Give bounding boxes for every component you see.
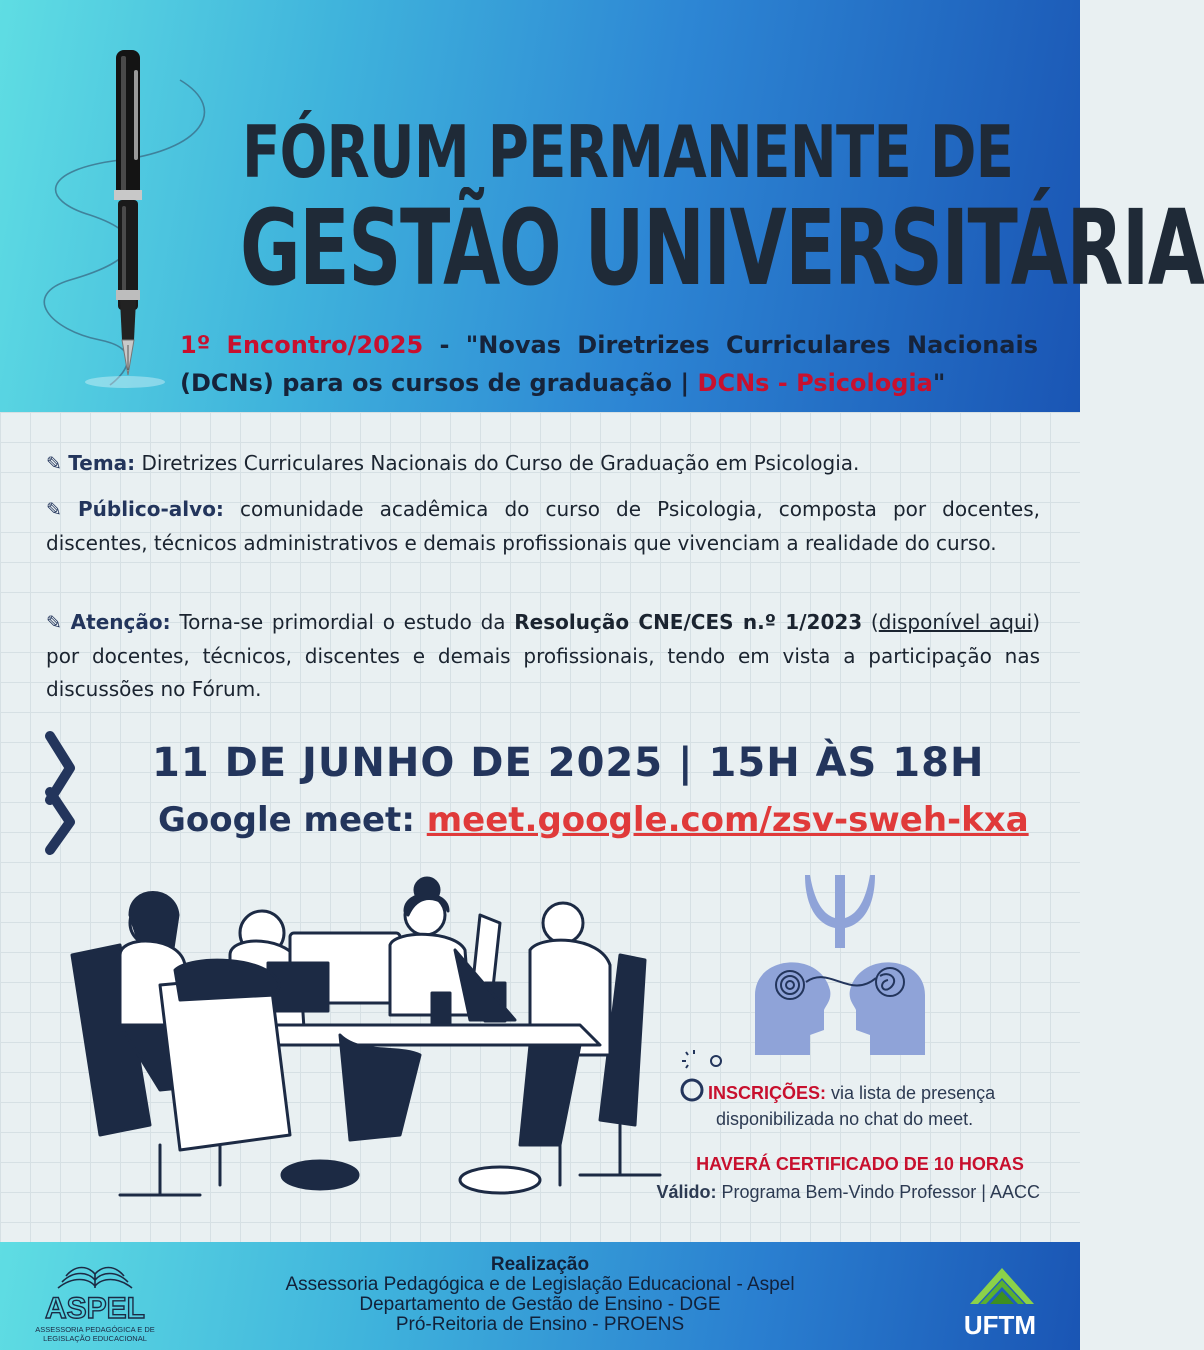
meet-label: Google meet: xyxy=(158,800,427,840)
subtitle-end: " xyxy=(932,369,946,397)
paren-open: ( xyxy=(862,610,879,634)
tema-text: Diretrizes Curriculares Nacionais do Curso de Graduação em Psicologia. xyxy=(135,451,860,475)
tema-paragraph xyxy=(46,447,1040,481)
atencao-paragraph xyxy=(46,606,1040,706)
aspel-logo xyxy=(28,1250,163,1346)
subtitle-text: - "Novas Diretrizes Curriculares Nacionais (DCNs) para os cursos de graduação | xyxy=(180,331,1039,397)
realizacao-block xyxy=(230,1255,850,1335)
realizacao-line: Departamento de Gestão de Ensino - DGE xyxy=(359,1294,721,1315)
registration-text-1: via lista de presença xyxy=(826,1083,996,1103)
registration-line-2: disponibilizada no chat do meet. xyxy=(716,1109,974,1129)
svg-text:ASSESSORIA PEDAGÓGICA E DE: ASSESSORIA PEDAGÓGICA E DE xyxy=(35,1325,155,1334)
pencil-icon: ✎ xyxy=(46,499,62,521)
valid-text: Programa Bem-Vindo Professor | AACC xyxy=(716,1182,1040,1202)
uftm-logo xyxy=(960,1254,1040,1342)
event-subtitle xyxy=(180,326,1038,402)
chevron-icon xyxy=(44,732,78,854)
atencao-text-1: Torna-se primordial o estudo da xyxy=(170,610,515,634)
atencao-text-2: ) por docentes, técnicos, discentes e demais profissionais, tendo em vista a participação nas discussões no Fórum. xyxy=(46,610,1041,701)
tema-label: Tema: xyxy=(68,451,136,475)
valid-label: Válido: xyxy=(656,1182,717,1202)
realizacao-line: Assessoria Pedagógica e de Legislação Educacional - Aspel xyxy=(285,1274,795,1295)
registration-info xyxy=(708,1080,1038,1132)
subtitle-dcn: DCNs - Psicologia xyxy=(697,369,933,397)
certificate-valid xyxy=(640,1178,1040,1206)
psi-icon xyxy=(750,870,930,1060)
svg-text:UFTM: UFTM xyxy=(963,1310,1037,1340)
pencil-icon: ✎ xyxy=(46,453,62,475)
publico-text: comunidade acadêmica do curso de Psicologia, composta por docentes, discentes, técnicos administrativos e demais profissionais que vivenciam a realidade do curso. xyxy=(46,497,1040,555)
title-line-1: FÓRUM PERMANENTE DE xyxy=(242,110,1014,194)
event-date-time: 11 DE JUNHO DE 2025 | 15H ÀS 18H xyxy=(152,740,985,786)
meet-line xyxy=(158,800,1058,840)
footer xyxy=(0,1242,1080,1350)
certificate-headline: HAVERÁ CERTIFICADO DE 10 HORAS xyxy=(696,1154,1024,1174)
subtitle-event: 1º Encontro/2025 xyxy=(180,331,424,359)
atencao-label: Atenção: xyxy=(70,610,171,634)
realizacao-line: Pró-Reitoria de Ensino - PROENS xyxy=(395,1314,685,1335)
registration-line-1 xyxy=(708,1080,1038,1106)
svg-text:LEGISLAÇÃO EDUCACIONAL: LEGISLAÇÃO EDUCACIONAL xyxy=(43,1334,147,1343)
title-line-2: GESTÃO UNIVERSITÁRIA xyxy=(240,187,1204,309)
registration-label: INSCRIÇÕES: xyxy=(708,1083,827,1103)
meeting-illustration xyxy=(60,875,660,1215)
disponivel-aqui-link[interactable]: disponível aqui xyxy=(878,610,1033,634)
pencil-icon: ✎ xyxy=(46,612,62,634)
resolucao-text: Resolução CNE/CES n.º 1/2023 xyxy=(514,610,863,634)
certificate-info xyxy=(640,1150,1040,1206)
meet-link[interactable]: meet.google.com/zsv-sweh-kxa xyxy=(426,800,1029,840)
header-banner xyxy=(0,0,1204,412)
svg-text:ASPEL: ASPEL xyxy=(44,1292,146,1325)
realizacao-title: Realização xyxy=(490,1254,590,1275)
book-icon xyxy=(58,1268,132,1289)
publico-paragraph xyxy=(46,493,1040,560)
publico-label: Público-alvo: xyxy=(77,497,224,521)
